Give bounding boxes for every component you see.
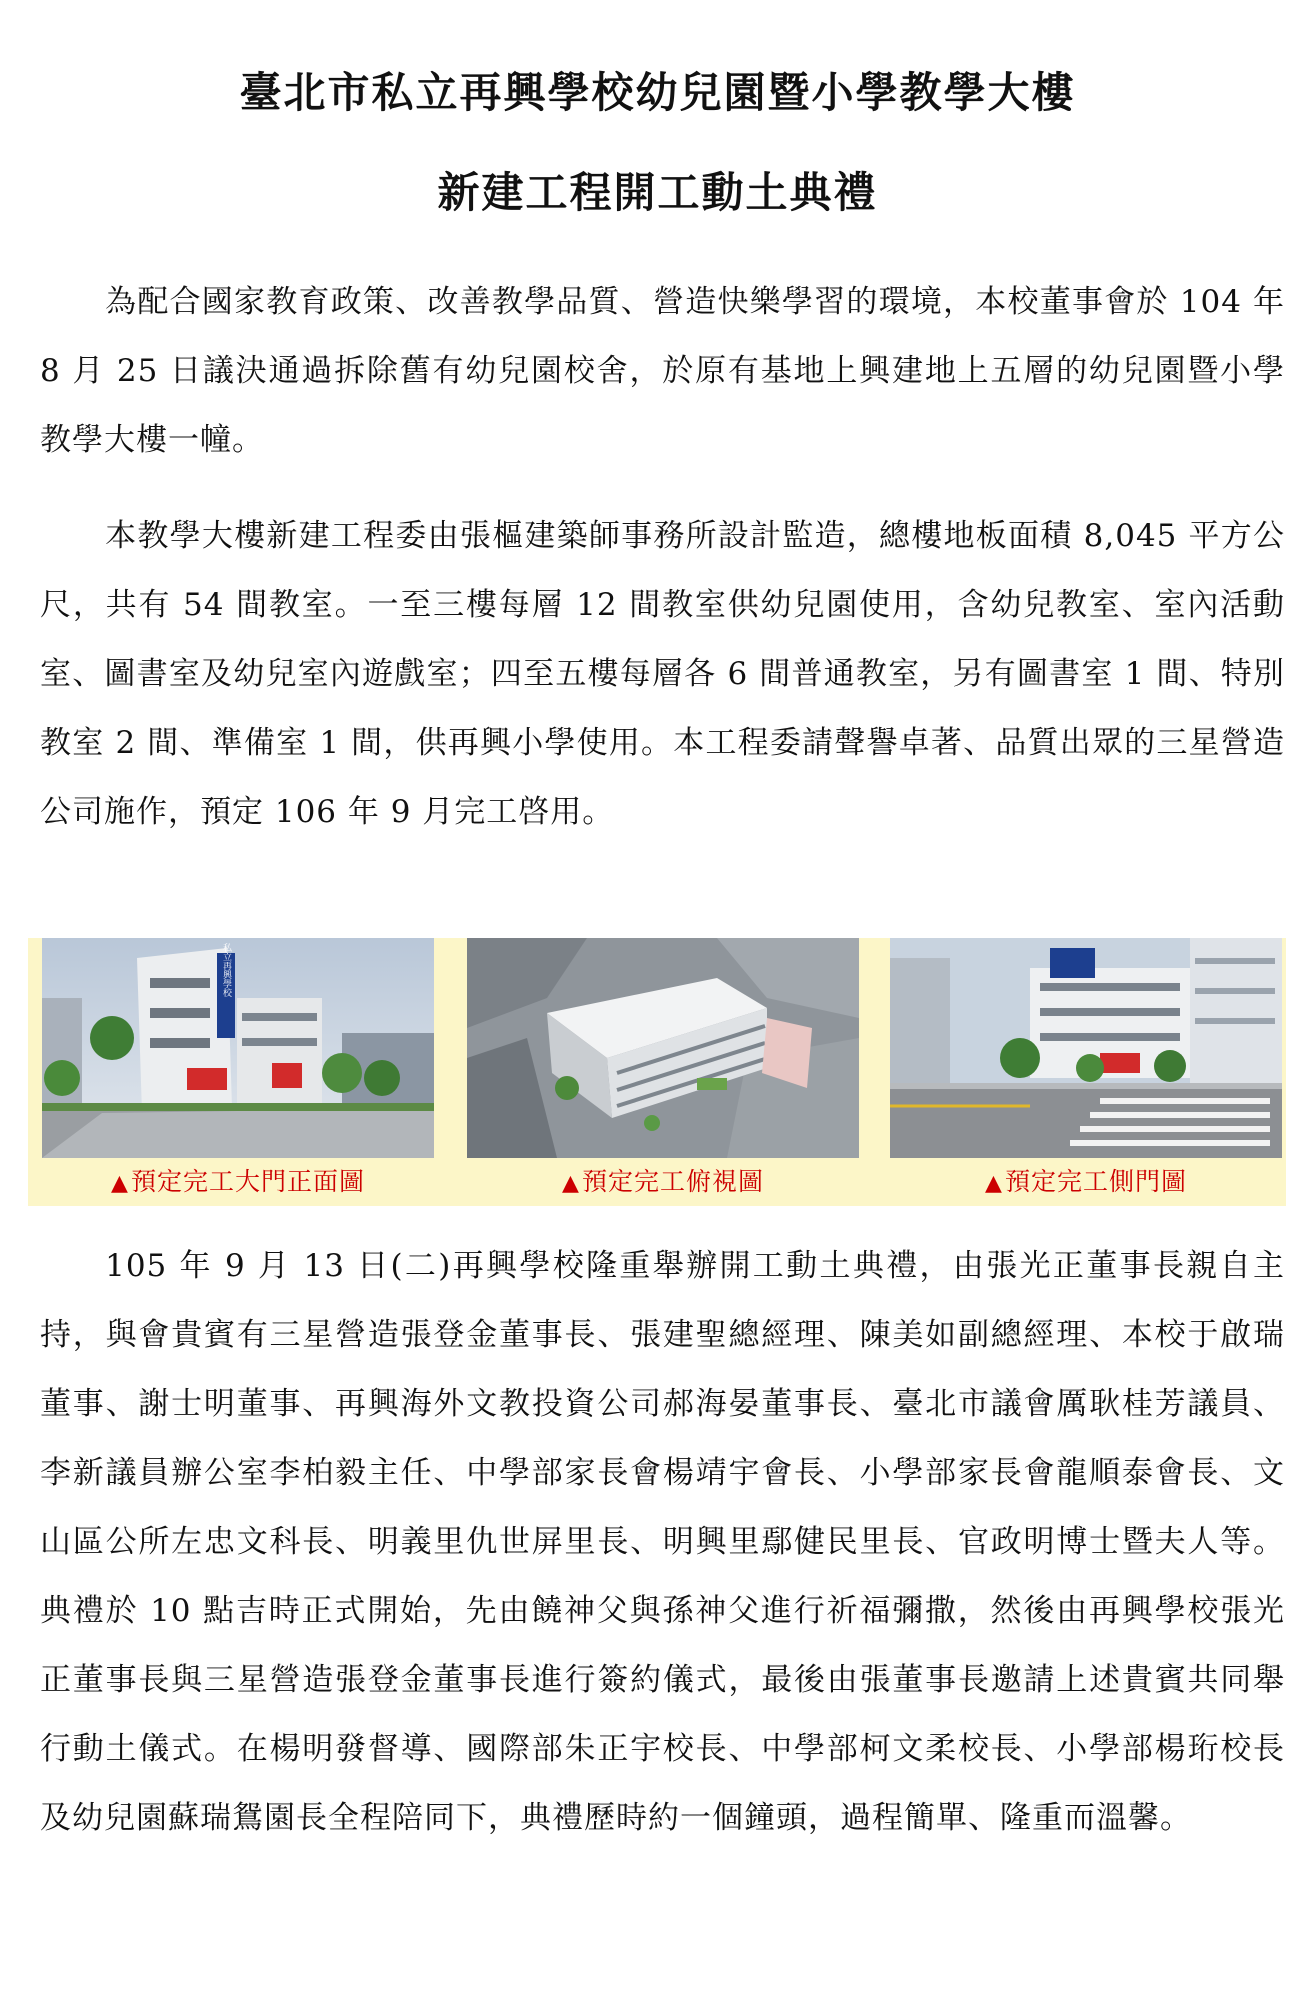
aerial-view-rendering [467,938,859,1158]
triangle-marker-icon: ▲ [111,1171,129,1196]
paragraph-building: 本教學大樓新建工程委由張樞建築師事務所設計監造，總樓地板面積 8,045 平方公尺，共有 54 間教室。一至三樓每層 12 間教室供幼兒園使用，含幼兒教室、室內活動室、圖書室及幼兒室內遊戲室；四至五樓每層各 6 間普通教室，另有圖書室 1 間、特別教室 2 間、準備室 1 間，供再興小學使用。本工程委請聲譽卓著、品質出眾的三星營造公司施作，預定 106 年 9 月完工啓用。 [40,518,1285,830]
front-gate-illustration [42,938,434,1158]
caption-text: 預定完工大門正面圖 [130,1167,365,1196]
triangle-marker-icon: ▲ [562,1171,580,1196]
caption-text: 預定完工俯視圖 [581,1167,764,1196]
caption-text: 預定完工側門圖 [1004,1167,1187,1196]
side-gate-rendering [890,938,1282,1158]
school-sign: 私立再興學校 [221,943,231,997]
paragraph-intro: 為配合國家教育政策、改善教學品質、營造快樂學習的環境，本校董事會於 104 年 8 月 25 日議決通過拆除舊有幼兒園校舍，於原有基地上興建地上五層的幼兒園暨小學教學大樓一幢。 [40,284,1285,458]
caption-front-gate [38,1162,438,1198]
paragraph-ceremony: 105 年 9 月 13 日(二)再興學校隆重舉辦開工動土典禮，由張光正董事長親自主持，與會貴賓有三星營造張登金董事長、張建聖總經理、陳美如副總經理、本校于啟瑞董事、謝士明董事、再興海外文教投資公司郝海晏董事長、臺北市議會厲耿桂芳議員、李新議員辦公室李柏毅主任、中學部家長會楊靖宇會長、小學部家長會龍順泰會長、文山區公所左忠文科長、明義里仇世屏里長、明興里鄢健民里長、官政明博士暨夫人等。典禮於 10 點吉時正式開始，先由饒神父與孫神父進行祈福彌撒，然後由再興學校張光正董事長與三星營造張登金董事長進行簽約儀式，最後由張董事長邀請上述貴賓共同舉行動土儀式。在楊明發督導、國際部朱正宇校長、中學部柯文柔校長、小學部楊珩校長及幼兒園蘇瑞鴛園長全程陪同下，典禮歷時約一個鐘頭，過程簡單、隆重而溫馨。 [40,1248,1285,1836]
title-line-2: 新建工程開工動土典禮 [437,168,878,217]
title-line-1: 臺北市私立再興學校幼兒園暨小學教學大樓 [239,68,1076,117]
triangle-marker-icon: ▲ [985,1171,1003,1196]
side-gate-illustration [890,938,1282,1158]
front-gate-rendering [42,938,434,1158]
caption-side-gate [886,1162,1286,1198]
aerial-view-illustration [467,938,859,1158]
caption-aerial-view [463,1162,863,1198]
